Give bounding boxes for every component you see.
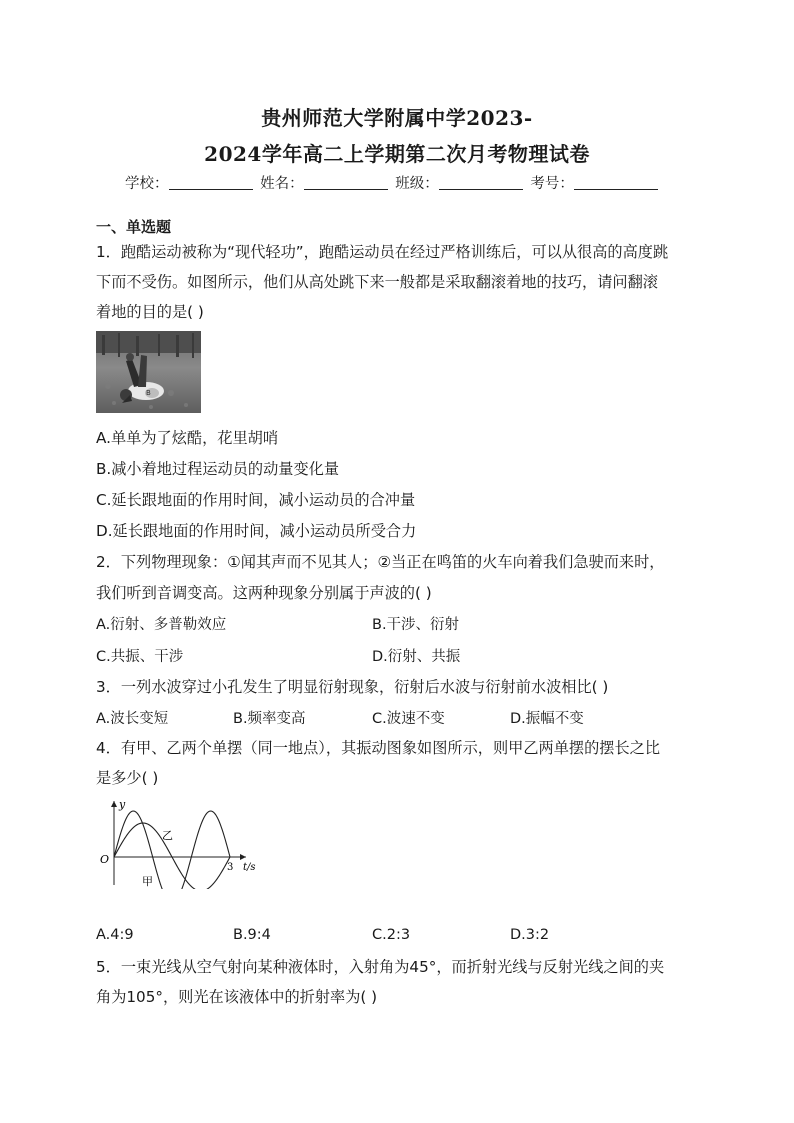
q4-option-c: C.2:3: [372, 927, 411, 943]
curve-label-yi: 乙: [162, 829, 173, 842]
q2-option-b: B.干涉、衍射: [372, 617, 460, 633]
name-blank[interactable]: [304, 175, 388, 190]
q4-option-a: A.4:9: [96, 927, 134, 943]
school-blank[interactable]: [169, 175, 253, 190]
q3-option-c: C.波速不变: [372, 711, 445, 727]
q4-option-d: D.3:2: [510, 927, 550, 943]
graph-y-arrow: [111, 801, 117, 807]
q1-line-3: 着地的目的是( ): [96, 303, 204, 321]
q5-line-1: 5．一束光线从空气射向某种液体时，入射角为45°，而折射光线与反射光线之间的夹: [96, 958, 665, 976]
q1-option-a: A.单单为了炫酷，花里胡哨: [96, 429, 279, 447]
school-label: 学校：: [125, 176, 169, 192]
section-title: 一、单选题: [96, 218, 172, 236]
q4-line-1: 4．有甲、乙两个单摆（同一地点），其振动图象如图所示，则甲乙两单摆的摆长之比: [96, 739, 661, 757]
q2-option-c: C.共振、干涉: [96, 649, 184, 665]
exam-title-line2: 2024学年高二上学期第二次月考物理试卷: [204, 142, 590, 166]
q3-option-a: A.波长变短: [96, 711, 169, 727]
q1-line-2: 下而不受伤。如图所示，他们从高处跳下来一般都是采取翻滚着地的技巧，请问翻滚: [96, 273, 658, 291]
q1-option-b: B.减小着地过程运动员的动量变化量: [96, 460, 340, 478]
q2-option-d: D.衍射、共振: [372, 649, 461, 665]
q1-line-1: 1．跑酷运动被称为“现代轻功”，跑酷运动员在经过严格训练后，可以从很高的高度跳: [96, 243, 669, 261]
q3-line: 3．一列水波穿过小孔发生了明显衍射现象，衍射后水波与衍射前水波相比( ): [96, 678, 609, 696]
q3-option-d: D.振幅不变: [510, 711, 584, 727]
q2-line-2: 我们听到音调变高。这两种现象分别属于声波的( ): [96, 584, 432, 602]
q2-line-1: 2．下列物理现象：①闻其声而不见其人；②当正在鸣笛的火车向着我们急驶而来时，: [96, 553, 665, 571]
q5-line-2: 角为105°，则光在该液体中的折射率为( ): [96, 988, 378, 1006]
q3-option-b: B.频率变高: [233, 711, 306, 727]
exam-title-line1: 贵州师范大学附属中学2023-: [261, 106, 533, 130]
oscillation-graph: [96, 797, 266, 889]
curve-label-jia: 甲: [142, 875, 153, 888]
name-label: 姓名：: [260, 176, 304, 192]
graph-x-arrow: [240, 854, 246, 860]
q2-option-a: A.衍射、多普勒效应: [96, 617, 227, 633]
class-label: 班级：: [395, 176, 439, 192]
graph-y-label: y: [119, 798, 126, 811]
parkour-photo: [96, 331, 201, 413]
svg-text:B: B: [146, 389, 151, 397]
q1-option-d: D.延长跟地面的作用时间，减小运动员所受合力: [96, 522, 417, 540]
q1-option-c: C.延长跟地面的作用时间，减小运动员的合冲量: [96, 491, 416, 509]
graph-tick-3: 3: [227, 862, 234, 873]
q4-line-2: 是多少( ): [96, 769, 159, 787]
class-blank[interactable]: [439, 175, 523, 190]
q4-option-b: B.9:4: [233, 927, 271, 943]
graph-origin-label: O: [100, 853, 110, 866]
curve-jia: [114, 811, 230, 889]
exam-number-label: 考号：: [530, 176, 574, 192]
exam-number-blank[interactable]: [574, 175, 658, 190]
graph-x-label: t/s: [243, 862, 256, 873]
student-info-row: [125, 172, 661, 193]
